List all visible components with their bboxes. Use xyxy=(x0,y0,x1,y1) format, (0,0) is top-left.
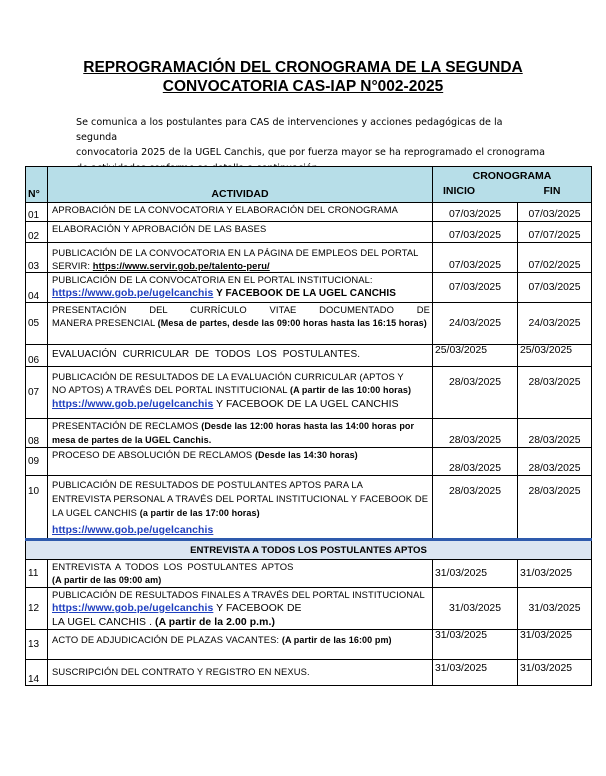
title-line-1: REPROGRAMACIÓN DEL CRONOGRAMA DE LA SEGUNDA xyxy=(83,59,523,76)
header-end: FIN xyxy=(518,185,592,203)
row-end-date: 28/03/2025 xyxy=(518,448,592,476)
row-start-date: 28/03/2025 xyxy=(433,476,518,540)
row-activity-line: PUBLICACIÓN DE RESULTADOS FINALES A TRAVÉS DEL PORTAL INSTITUCIONAL xyxy=(52,589,425,600)
row-number: 12 xyxy=(26,588,48,630)
row-start-date: 31/03/2025 xyxy=(433,660,518,686)
row-activity-line: ENTREVISTA A TODOS LOS POSTULANTES APTOS xyxy=(52,561,294,572)
row-activity-text: PRESENTACIÓN DE RECLAMOS xyxy=(52,420,202,431)
row-start-date: 28/03/2025 xyxy=(433,448,518,476)
row-start-date: 07/03/2025 xyxy=(433,203,518,222)
row-end-date: 28/03/2025 xyxy=(518,419,592,448)
title-line-2: CONVOCATORIA CAS-IAP N°002-2025 xyxy=(162,78,444,95)
row-activity xyxy=(48,630,433,660)
section-row xyxy=(26,540,592,560)
row-activity-bold: (a partir de las 17:00 horas) xyxy=(139,508,260,518)
row-end-date: 28/03/2025 xyxy=(518,476,592,540)
table-row xyxy=(26,222,592,243)
row-activity xyxy=(48,303,433,345)
table-row xyxy=(26,243,592,273)
row-start-date: 07/03/2025 xyxy=(433,222,518,243)
table-row xyxy=(26,303,592,345)
row-end-date: 24/03/2025 xyxy=(518,303,592,345)
header-activity: ACTIVIDAD xyxy=(48,167,433,203)
table-row xyxy=(26,660,592,686)
intro-line-1: Se comunica a los postulantes para CAS de intervenciones y acciones pedagógicas de la segunda xyxy=(76,117,503,144)
row-start-date: 28/03/2025 xyxy=(433,419,518,448)
ugel-portal-link[interactable]: https://www.gob.pe/ugelcanchis xyxy=(52,603,214,614)
row-end-date: 25/03/2025 xyxy=(518,345,592,367)
row-activity-line: PRESENTACIÓN DEL CURRÍCULO VITAE DOCUMENTADO DE xyxy=(52,304,430,315)
row-activity xyxy=(48,419,433,448)
row-number: 09 xyxy=(26,448,48,476)
row-start-date: 07/03/2025 xyxy=(433,243,518,273)
row-activity-bold: (A partir de las 10:00 horas) xyxy=(289,385,412,395)
row-number: 03 xyxy=(26,243,48,273)
row-number: 02 xyxy=(26,222,48,243)
row-start-date: 25/03/2025 xyxy=(433,345,518,367)
row-activity-line: PUBLICACIÓN DE RESULTADOS DE LA EVALUACIÓN CURRICULAR (APTOS Y xyxy=(52,371,404,382)
row-number: 07 xyxy=(26,367,48,419)
row-activity-bold: (Mesa de partes, desde las 09:00 horas hasta las 16:15 horas) xyxy=(157,318,427,328)
row-activity: EVALUACIÓN CURRICULAR DE TODOS LOS POSTULANTES. xyxy=(48,345,433,367)
row-activity-text: Y FACEBOOK DE xyxy=(213,603,302,614)
row-activity-bold: (A partir de la 2.00 p.m.) xyxy=(155,617,276,628)
table-row xyxy=(26,476,592,540)
table-row xyxy=(26,203,592,222)
row-start-date: 07/03/2025 xyxy=(433,273,518,303)
row-activity-bold: (A partir de las 16:00 pm) xyxy=(281,635,392,645)
row-start-date: 31/03/2025 xyxy=(433,588,518,630)
row-activity xyxy=(48,560,433,588)
row-activity: APROBACIÓN DE LA CONVOCATORIA Y ELABORACIÓN DEL CRONOGRAMA xyxy=(48,203,433,222)
row-activity xyxy=(48,367,433,419)
ugel-portal-link[interactable]: https://www.gob.pe/ugelcanchis xyxy=(52,399,214,410)
row-activity-text: MANERA PRESENCIAL xyxy=(52,317,158,328)
row-activity-text: NO APTOS) A TRAVÉS DEL PORTAL INSTITUCIONAL xyxy=(52,384,290,395)
table-row xyxy=(26,419,592,448)
header-num: N° xyxy=(26,167,48,203)
table-row xyxy=(26,448,592,476)
row-activity xyxy=(48,273,433,303)
row-activity-bold: (A partir de las 09:00 am) xyxy=(52,575,162,585)
row-end-date: 31/03/2025 xyxy=(518,588,592,630)
row-end-date: 07/02/2025 xyxy=(518,243,592,273)
row-activity-text: Y FACEBOOK DE LA UGEL CANCHIS xyxy=(213,288,397,299)
row-activity xyxy=(48,243,433,273)
header-schedule: CRONOGRAMA xyxy=(433,167,592,185)
row-number: 06 xyxy=(26,345,48,367)
row-number: 11 xyxy=(26,560,48,588)
row-activity: SUSCRIPCIÓN DEL CONTRATO Y REGISTRO EN NEXUS. xyxy=(48,660,433,686)
ugel-portal-link[interactable]: https://www.gob.pe/ugelcanchis xyxy=(52,288,214,299)
row-number: 04 xyxy=(26,273,48,303)
row-activity-text: LA UGEL CANCHIS xyxy=(52,507,140,518)
row-start-date: 31/03/2025 xyxy=(433,630,518,660)
row-activity-bold: (Desde las 14:30 horas) xyxy=(254,450,358,460)
row-start-date: 28/03/2025 xyxy=(433,367,518,419)
row-end-date: 31/03/2025 xyxy=(518,660,592,686)
table-row xyxy=(26,560,592,588)
section-title: ENTREVISTA A TODOS LOS POSTULANTES APTOS xyxy=(26,540,592,560)
row-end-date: 31/03/2025 xyxy=(518,630,592,660)
row-end-date: 31/03/2025 xyxy=(518,560,592,588)
header-start: INICIO xyxy=(433,185,518,203)
row-activity-text: LA UGEL CANCHIS . xyxy=(52,617,156,628)
row-activity-line: PUBLICACIÓN DE LA CONVOCATORIA EN EL PORTAL INSTITUCIONAL: xyxy=(52,274,373,285)
row-activity xyxy=(48,448,433,476)
row-activity-bold: (Desde las 12:00 horas hasta las 14:00 horas por mesa de partes de la UGEL Canchis. xyxy=(52,421,415,445)
row-activity-line: PUBLICACIÓN DE LA CONVOCATORIA EN LA PÁGINA DE EMPLEOS DEL PORTAL xyxy=(52,247,419,258)
table-row xyxy=(26,588,592,630)
row-number: 01 xyxy=(26,203,48,222)
row-end-date: 07/03/2025 xyxy=(518,273,592,303)
servir-link[interactable]: https://www.servir.gob.pe/talento-peru/ xyxy=(92,260,270,271)
row-activity-text: SERVIR: xyxy=(52,260,93,271)
row-activity-text: ACTO DE ADJUDICACIÓN DE PLAZAS VACANTES: xyxy=(52,634,282,645)
row-start-date: 31/03/2025 xyxy=(433,560,518,588)
row-end-date: 07/03/2025 xyxy=(518,203,592,222)
row-start-date: 24/03/2025 xyxy=(433,303,518,345)
row-activity xyxy=(48,476,433,540)
row-number: 05 xyxy=(26,303,48,345)
row-activity-line: PUBLICACIÓN DE RESULTADOS DE POSTULANTES APTOS PARA LA xyxy=(52,479,364,490)
row-activity xyxy=(48,588,433,630)
row-activity-text: Y FACEBOOK DE LA UGEL CANCHIS xyxy=(213,399,399,410)
row-number: 13 xyxy=(26,630,48,660)
row-activity: ELABORACIÓN Y APROBACIÓN DE LAS BASES xyxy=(48,222,433,243)
intro-line-2: convocatoria 2025 de la UGEL Canchis, que por fuerza mayor se ha reprogramado el cronograma xyxy=(76,147,546,159)
table-row xyxy=(26,367,592,419)
row-activity-text: PROCESO DE ABSOLUCIÓN DE RECLAMOS xyxy=(52,449,255,460)
row-activity-line: ENTREVISTA PERSONAL A TRAVÉS DEL PORTAL INSTITUCIONAL Y FACEBOOK DE xyxy=(52,493,429,504)
row-end-date: 07/07/2025 xyxy=(518,222,592,243)
row-number: 10 xyxy=(26,476,48,540)
table-row xyxy=(26,630,592,660)
schedule-table xyxy=(25,166,592,686)
row-end-date: 28/03/2025 xyxy=(518,367,592,419)
ugel-portal-link[interactable]: https://www.gob.pe/ugelcanchis xyxy=(52,525,214,536)
document-title xyxy=(40,58,566,96)
row-number: 08 xyxy=(26,419,48,448)
row-number: 14 xyxy=(26,660,48,686)
table-row xyxy=(26,345,592,367)
table-row xyxy=(26,273,592,303)
